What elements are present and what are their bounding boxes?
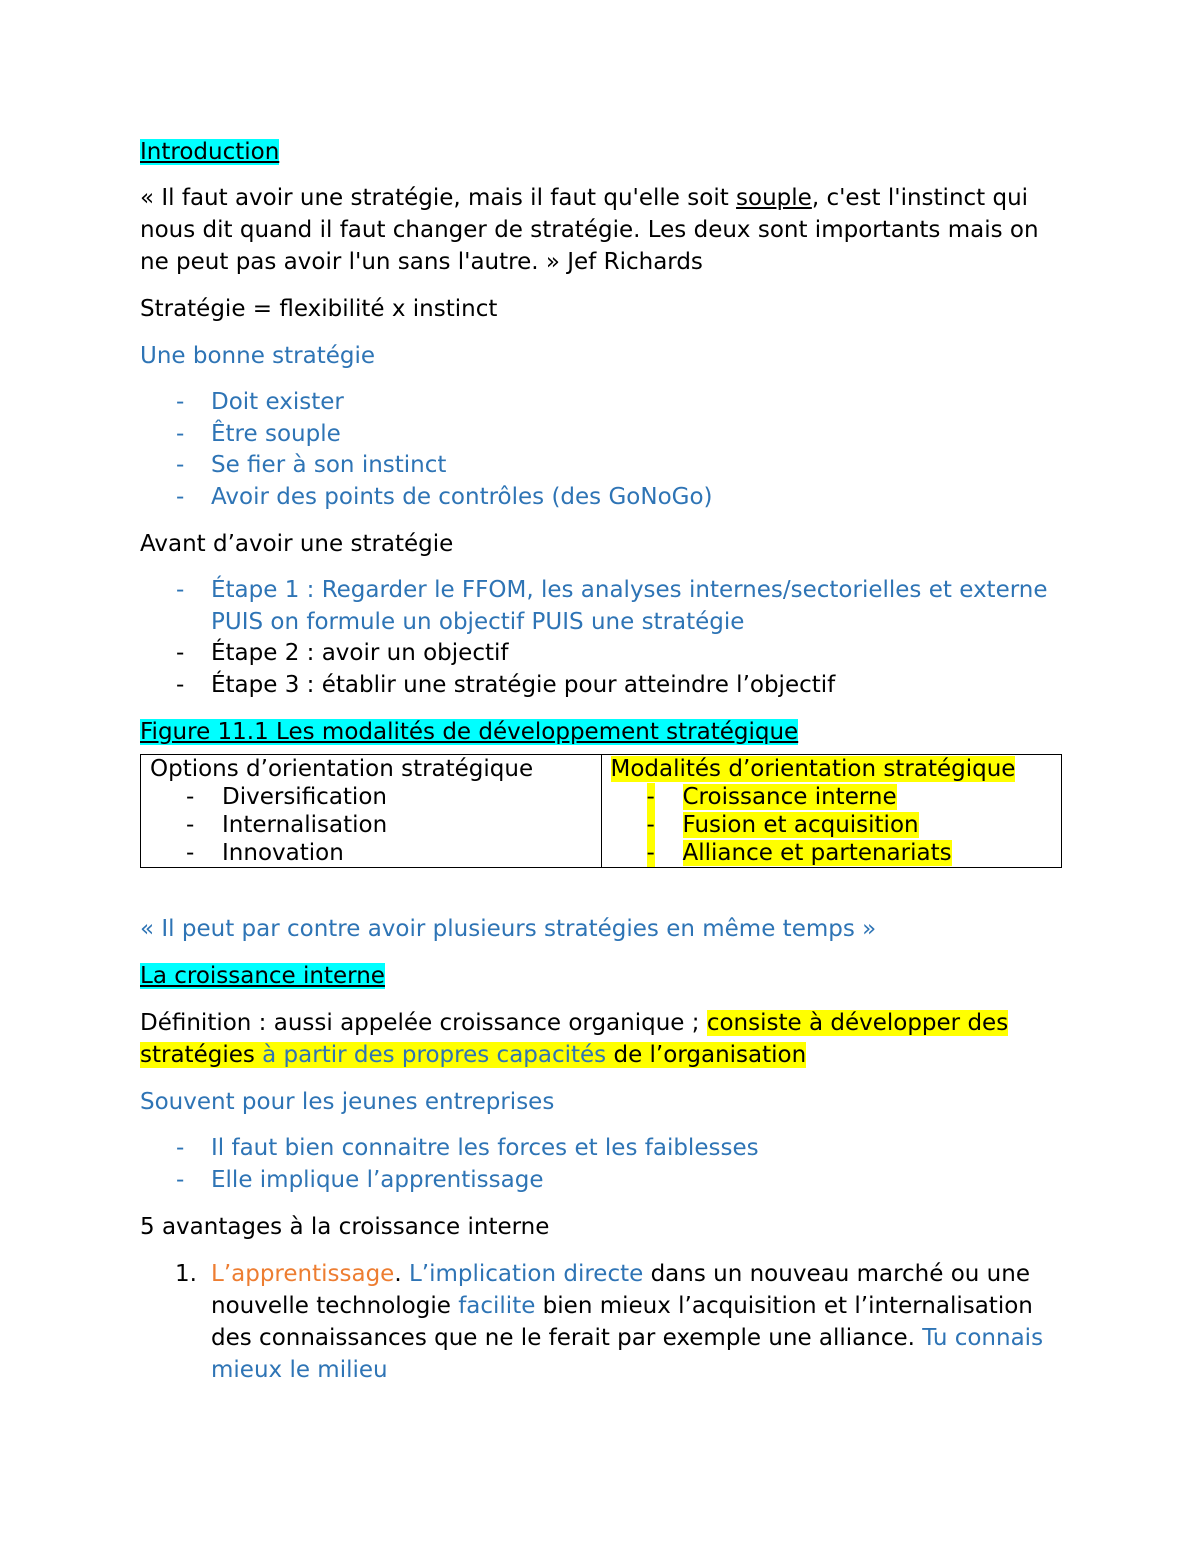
step-2: - Étape 2 : avoir un objectif: [140, 638, 1065, 670]
young-companies-heading: Souvent pour les jeunes entreprises: [140, 1089, 555, 1115]
intro-quote: [140, 182, 1065, 278]
table-row: - Internalisation: [186, 812, 388, 838]
list-item: - Se fier à son instinct: [140, 450, 1065, 482]
list-item: - Il faut bien connaitre les forces et les faiblesses: [140, 1133, 1065, 1165]
list-item: - Être souple: [140, 419, 1065, 451]
internal-growth-definition: Définition : aussi appelée croissance organique ; consiste à développer des stratégies à partir des propres capacités de l’organisation: [140, 1010, 1009, 1068]
figure-title-text: Figure 11.1 Les modalités de développement stratégique: [140, 719, 799, 745]
advantages-list: [140, 1258, 1065, 1386]
table-row: - Alliance et partenariats: [646, 840, 952, 866]
options-heading: Options d’orientation stratégique: [150, 756, 534, 782]
table-row: - Fusion et acquisition: [646, 812, 919, 838]
advantages-heading: 5 avantages à la croissance interne: [140, 1214, 550, 1240]
list-item: - Elle implique l’apprentissage: [140, 1165, 1065, 1197]
document-body: [140, 136, 1065, 1386]
step-3: - Étape 3 : établir une stratégie pour atteindre l’objectif: [140, 670, 1065, 702]
strategy-formula: Stratégie = flexibilité x instinct: [140, 296, 498, 322]
multi-strategy-quote: « Il peut par contre avoir plusieurs stratégies en même temps »: [140, 916, 877, 942]
step-1: - Étape 1 : Regarder le FFOM, les analyses internes/sectorielles et externe PUIS on formule un objectif PUIS une stratégie: [140, 575, 1065, 638]
intro-heading: [140, 136, 1065, 168]
intro-quote-part1: « Il faut avoir une stratégie, mais il faut qu'elle soit: [140, 185, 737, 211]
list-item: - Avoir des points de contrôles (des GoNoGo): [140, 482, 1065, 514]
table-row: - Croissance interne: [646, 784, 897, 810]
figure-title: [140, 716, 1065, 748]
good-strategy-heading: Une bonne stratégie: [140, 343, 376, 369]
table-row: - Innovation: [186, 840, 344, 866]
table-row: - Diversification: [186, 784, 387, 810]
internal-growth-heading: La croissance interne: [140, 963, 385, 989]
good-strategy-list: [140, 387, 1065, 513]
list-item: 1. L’apprentissage. L’implication directe dans un nouveau marché ou une nouvelle technologie facilite bien mieux l’acquisition et l’internalisation des connaissances que ne le ferait par exemple une alliance. Tu connais mieux le milieu: [175, 1261, 1044, 1383]
intro-heading-text: Introduction: [140, 139, 280, 165]
before-strategy-list: [140, 575, 1065, 701]
young-companies-list: [140, 1133, 1065, 1196]
intro-quote-underlined: souple: [736, 185, 812, 211]
modalities-heading: Modalités d’orientation stratégique: [610, 756, 1016, 782]
intro-quote-part2: , c'est l'instinct qui nous dit quand il faut changer de stratégie. Les deux sont importants mais on ne peut pas avoir l'un sans l'autre. » Jef Richards: [140, 185, 1039, 275]
list-item: - Doit exister: [140, 387, 1065, 419]
options-cell: [141, 755, 602, 868]
modalities-cell: [601, 755, 1062, 868]
before-strategy-heading: Avant d’avoir une stratégie: [140, 531, 454, 557]
strategy-options-table: [140, 754, 1062, 868]
